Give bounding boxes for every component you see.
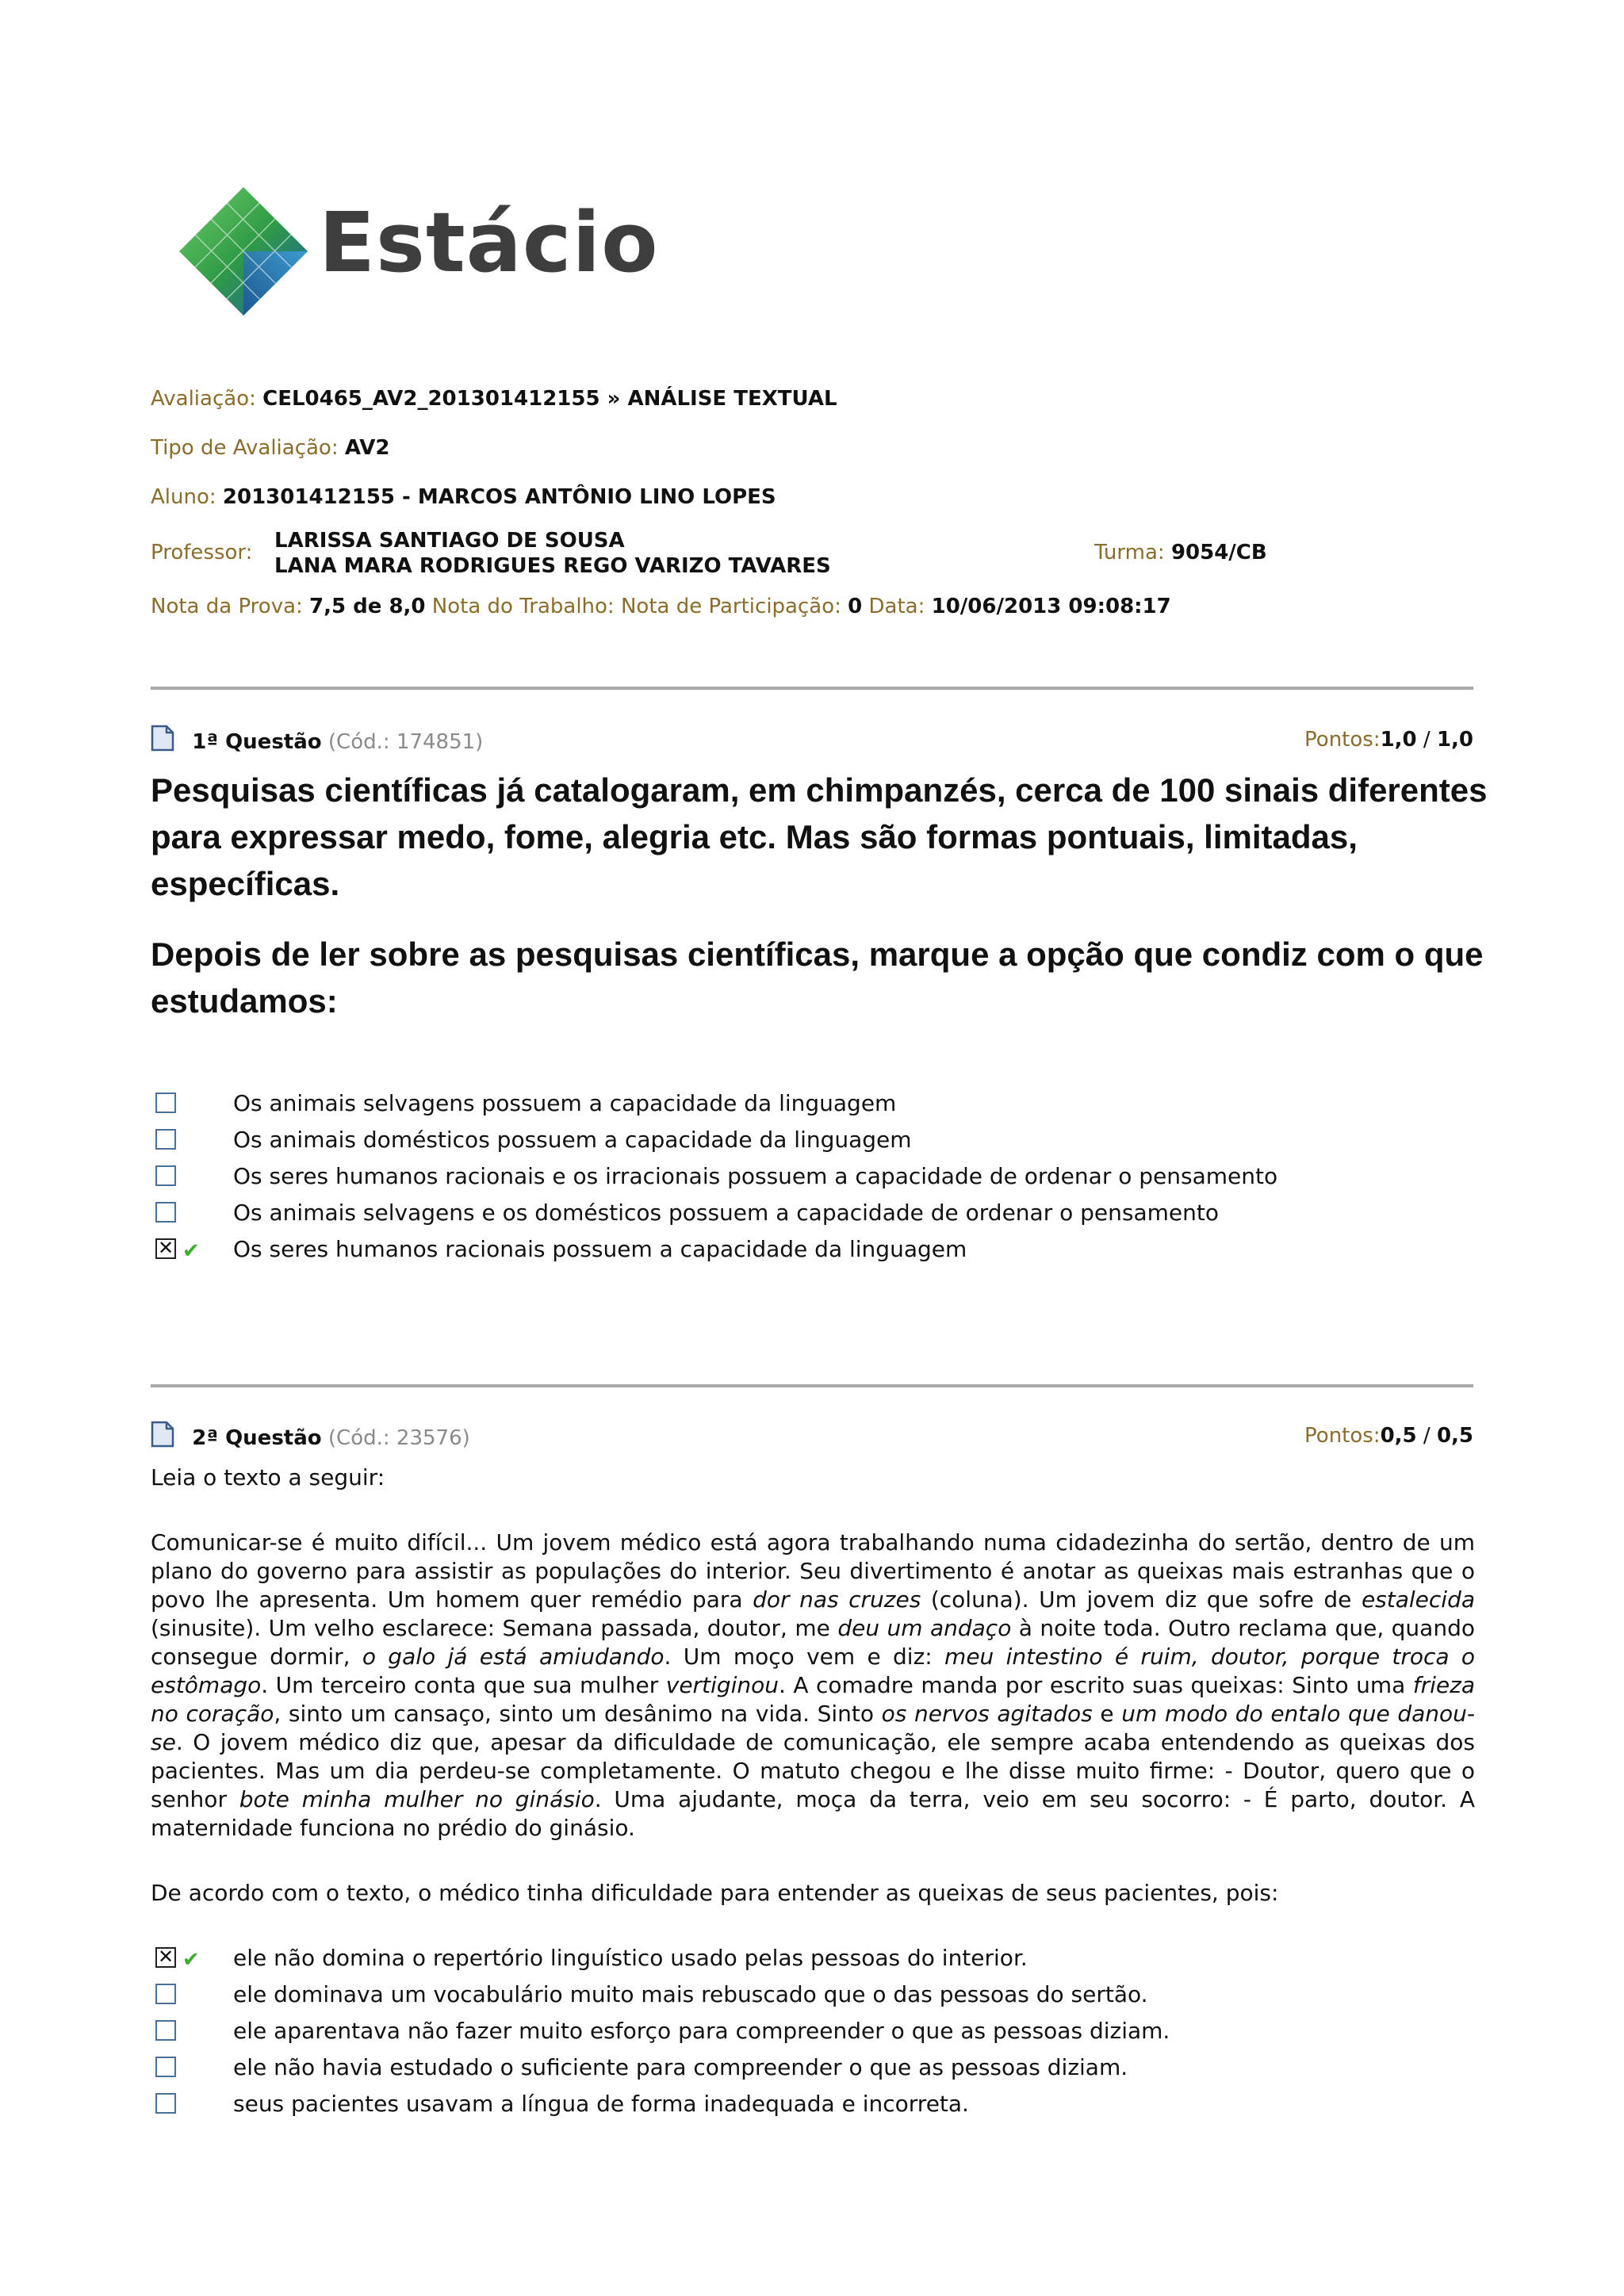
option-row[interactable] <box>151 2049 1499 2086</box>
option-row[interactable] <box>151 1158 1499 1195</box>
data-value: 10/06/2013 09:08:17 <box>931 595 1171 618</box>
avaliacao-line <box>151 387 837 411</box>
pontos-value: 1,0 <box>1380 728 1417 752</box>
option-text: ele aparentava não fazer muito esforço para compreender o que as pessoas diziam. <box>233 2018 1170 2044</box>
option-checkbox[interactable] <box>155 2057 176 2077</box>
text-italic: os nervos agitados <box>881 1701 1093 1727</box>
tipo-avaliacao-value: AV2 <box>344 436 390 460</box>
option-text: ele não domina o repertório linguístico usado pelas pessoas do interior. <box>233 1945 1028 1971</box>
text-segment: . Uma ajudante, moça da terra, veio em seu socorro: - É parto, doutor. A maternidade funciona no prédio do ginásio. <box>151 1786 1475 1841</box>
text-segment: . O jovem médico diz que, apesar da dificuldade de comunicação, ele sempre acaba entendendo as queixas dos pacientes. Mas um dia perdeu-se completamente. O matuto chegou e lhe disse muito firme: - Doutor, quero que o senhor <box>151 1729 1475 1812</box>
option-row[interactable] <box>151 1976 1499 2013</box>
text-italic: frieza no coração <box>151 1672 1476 1727</box>
aluno-value: 201301412155 - MARCOS ANTÔNIO LINO LOPES <box>222 485 776 509</box>
question-2-header <box>151 1421 470 1450</box>
question-1-prompt: Depois de ler sobre as pesquisas científicas, marque a opção que condiz com o que estudamos: <box>151 936 1484 1020</box>
correct-check-icon: ✔ <box>182 1239 200 1263</box>
option-row-selected[interactable] <box>151 1231 1499 1268</box>
notas-line <box>151 595 1171 618</box>
option-checkbox[interactable] <box>155 2020 176 2041</box>
professor-label-wrap <box>151 541 252 564</box>
text-italic: bote minha mulher no ginásio <box>239 1786 595 1812</box>
text-segment: e <box>1092 1701 1122 1727</box>
option-checkbox[interactable] <box>155 1202 176 1223</box>
text-italic: deu um andaço <box>837 1615 1012 1641</box>
tipo-avaliacao-label: Tipo de Avaliação: <box>151 436 339 460</box>
text-italic: o galo já está amiudando <box>362 1644 665 1670</box>
option-row[interactable] <box>151 1085 1499 1122</box>
question-2-code: (Cód.: 23576) <box>327 1426 470 1450</box>
text-segment: (coluna). Um jovem diz que sofre de <box>921 1586 1362 1613</box>
professor-names <box>274 528 831 579</box>
pontos-label: Pontos: <box>1304 1424 1381 1448</box>
question-1-header <box>151 725 483 754</box>
pontos-max: 1,0 <box>1436 728 1473 752</box>
question-1-pontos <box>1304 728 1473 752</box>
professor-label: Professor: <box>151 541 253 564</box>
nota-trabalho-label: Nota do Trabalho: <box>431 595 615 618</box>
option-text: ele não havia estudado o suficiente para compreender o que as pessoas diziam. <box>233 2054 1128 2080</box>
option-text: seus pacientes usavam a língua de forma inadequada e incorreta. <box>233 2091 969 2117</box>
pontos-label: Pontos: <box>1304 728 1381 752</box>
text-italic: meu intestino é ruim, doutor, porque troca o estômago <box>151 1644 1475 1698</box>
text-segment: à noite toda. Outro reclama que, quando consegue dormir, <box>151 1615 1475 1670</box>
x-mark-icon: ✕ <box>157 1237 174 1259</box>
professor-name-2: LANA MARA RODRIGUES REGO VARIZO TAVARES <box>274 554 831 578</box>
question-1-statement: Pesquisas científicas já catalogaram, em chimpanzés, cerca de 100 sinais diferentes para expressar medo, fome, alegria etc. Mas são formas pontuais, limitadas, específicas. <box>151 771 1488 902</box>
text-italic: estalecida <box>1361 1586 1475 1613</box>
text-segment: , sinto um cansaço, sinto um desânimo na vida. Sinto <box>274 1701 882 1727</box>
text-segment: . Um terceiro conta que sua mulher <box>261 1672 666 1698</box>
correct-check-icon: ✔ <box>182 1948 200 1972</box>
nota-participacao-label: Nota de Participação: <box>620 595 841 618</box>
document-icon <box>151 725 174 752</box>
option-row[interactable] <box>151 1195 1499 1231</box>
option-text: Os seres humanos racionais e os irracionais possuem a capacidade de ordenar o pensamento <box>233 1163 1278 1189</box>
option-text: Os animais selvagens e os domésticos possuem a capacidade de ordenar o pensamento <box>233 1200 1220 1226</box>
option-row[interactable] <box>151 1122 1499 1158</box>
tipo-avaliacao-line <box>151 436 389 460</box>
divider-1 <box>151 687 1473 690</box>
option-checkbox[interactable] <box>155 1093 176 1113</box>
text-italic: um modo do entalo que danou-se <box>151 1701 1475 1755</box>
professor-name-1: LARISSA SANTIAGO DE SOUSA <box>274 529 625 553</box>
option-text: ele dominava um vocabulário muito mais rebuscado que o das pessoas do sertão. <box>233 1981 1148 2007</box>
text-segment: . A comadre manda por escrito suas queixas: Sinto uma <box>779 1672 1413 1698</box>
question-2-question: De acordo com o texto, o médico tinha dificuldade para entender as queixas de seus pacientes, pois: <box>151 1880 1279 1906</box>
x-mark-icon: ✕ <box>157 1946 174 1968</box>
question-2-intro: Leia o texto a seguir: <box>151 1464 385 1490</box>
option-checkbox[interactable] <box>155 1129 176 1150</box>
nota-prova-label: Nota da Prova: <box>151 595 303 618</box>
option-checkbox[interactable] <box>155 1165 176 1186</box>
pontos-max: 0,5 <box>1436 1424 1473 1448</box>
option-checkbox[interactable] <box>155 2093 176 2114</box>
pontos-separator: / <box>1423 1424 1431 1448</box>
question-2-number: 2ª Questão <box>192 1426 322 1450</box>
avaliacao-value: CEL0465_AV2_201301412155 » ANÁLISE TEXTUAL <box>262 387 837 411</box>
aluno-label: Aluno: <box>151 485 216 509</box>
text-segment: . Um moço vem e diz: <box>664 1644 945 1670</box>
estacio-logo <box>176 184 659 319</box>
nota-prova-value: 7,5 de 8,0 <box>309 595 426 618</box>
option-checkbox-checked[interactable] <box>155 1947 176 1968</box>
option-checkbox-checked[interactable] <box>155 1238 176 1259</box>
document-icon <box>151 1421 174 1448</box>
option-row-selected[interactable] <box>151 1940 1499 1976</box>
text-segment: Comunicar-se é muito difícil... Um jovem médico está agora trabalhando numa cidadezinha do sertão, dentro de um plano do governo para assistir as populações do interior. Seu divertimento é anotar as queixas mais estranhas que o povo lhe apresenta. Um homem quer remédio para <box>151 1529 1475 1613</box>
text-segment: (sinusite). Um velho esclarece: Semana passada, doutor, me <box>151 1615 838 1641</box>
text-italic: vertiginou <box>665 1672 779 1698</box>
text-italic: dor nas cruzes <box>753 1586 921 1613</box>
option-text: Os animais selvagens possuem a capacidade da linguagem <box>233 1090 897 1116</box>
option-row[interactable] <box>151 2013 1499 2049</box>
question-2-options <box>151 1940 1499 2122</box>
pontos-separator: / <box>1423 728 1431 752</box>
pontos-value: 0,5 <box>1380 1424 1417 1448</box>
option-checkbox[interactable] <box>155 1984 176 2004</box>
turma-label: Turma: <box>1094 541 1165 564</box>
option-row[interactable] <box>151 2086 1499 2122</box>
turma-line <box>1094 541 1267 564</box>
avaliacao-label: Avaliação: <box>151 387 256 411</box>
turma-value: 9054/CB <box>1170 541 1267 564</box>
divider-2 <box>151 1384 1473 1387</box>
question-2-pontos <box>1304 1424 1473 1448</box>
option-text: Os seres humanos racionais possuem a capacidade da linguagem <box>233 1236 967 1262</box>
question-1-options <box>151 1085 1499 1268</box>
data-label: Data: <box>868 595 925 618</box>
question-1-code: (Cód.: 174851) <box>327 730 484 754</box>
estacio-logo-text: Estácio <box>319 194 659 291</box>
estacio-diamond-icon <box>176 184 311 319</box>
option-text: Os animais domésticos possuem a capacidade da linguagem <box>233 1127 912 1153</box>
question-2-text <box>151 1529 1475 1843</box>
question-1-number: 1ª Questão <box>192 730 322 754</box>
nota-participacao-value: 0 <box>848 595 863 618</box>
aluno-line <box>151 485 776 509</box>
